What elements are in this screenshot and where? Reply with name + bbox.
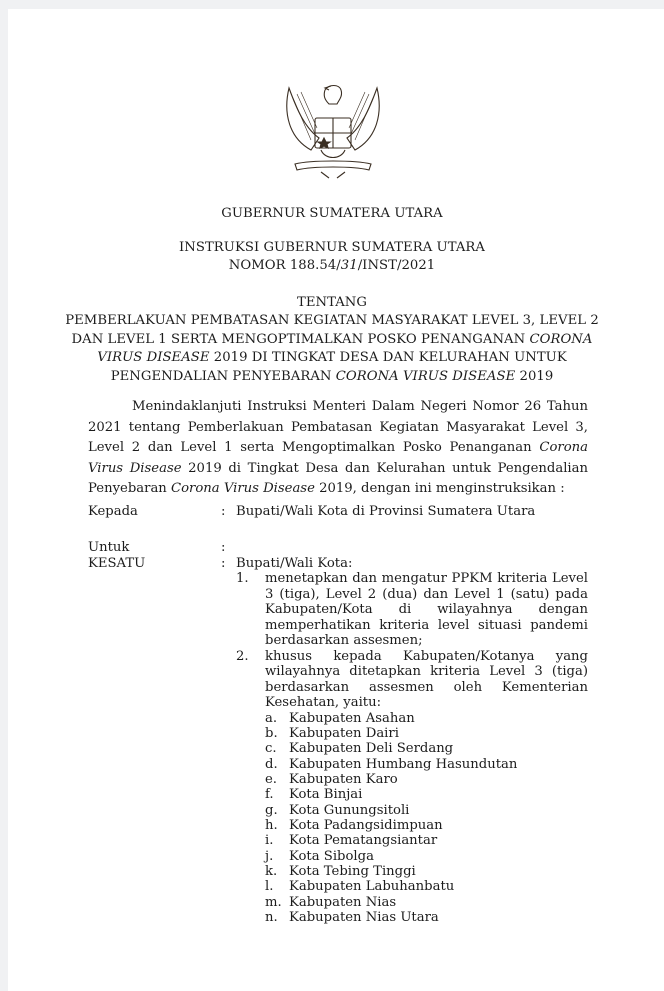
preamble-text: Menindaklanjuti Instruksi Menteri Dalam Negeri Nomor 26 Tahun 2021 tentang Pemberlakuan Pembatasan Kegiatan Masyarakat Level 3, Level 2 dan Level 1 serta Mengoptimalkan Posko Penanganan <box>88 399 588 456</box>
subject-text: 2019 <box>515 368 554 384</box>
region-letter: a. <box>265 710 278 726</box>
instruction-item <box>236 571 588 649</box>
region-name: Kota Pematangsiantar <box>289 833 438 849</box>
region-letter: i. <box>265 833 274 849</box>
region-letter: f. <box>265 787 274 803</box>
region-name: Kota Tebing Tinggi <box>289 863 416 879</box>
kesatu-value: Bupati/Wali Kota: <box>236 556 353 571</box>
subject-text: 2019 DI TINGKAT DESA DAN KELURAHAN UNTUK <box>209 350 567 366</box>
subject-text: PENGENDALIAN PENYEBARAN <box>110 368 336 384</box>
number-suffix: /INST/2021 <box>357 258 436 273</box>
subject-text: CORONA <box>529 331 593 347</box>
region-item <box>265 711 588 726</box>
issuer-heading: GUBERNUR SUMATERA UTARA <box>221 206 443 221</box>
region-name: Kabupaten Karo <box>289 771 398 787</box>
kesatu-label: KESATU <box>88 556 146 571</box>
region-item <box>265 895 588 910</box>
region-name: Kota Binjai <box>289 787 363 803</box>
region-list <box>265 711 588 926</box>
instruction-item <box>236 649 588 926</box>
untuk-label: Untuk <box>88 540 130 555</box>
preamble-text: Corona Virus Disease <box>171 481 315 497</box>
region-name: Kabupaten Dairi <box>289 725 399 741</box>
kepada-label: Kepada <box>88 504 138 519</box>
garuda-emblem-icon <box>281 78 385 184</box>
region-item <box>265 818 588 833</box>
item-number: 1. <box>236 571 249 586</box>
region-item <box>265 833 588 848</box>
region-name: Kota Padangsidimpuan <box>289 817 443 833</box>
region-item <box>265 772 588 787</box>
subject-text: DAN LEVEL 1 SERTA MENGOPTIMALKAN POSKO PENANGANAN <box>71 331 530 347</box>
preamble-text: 2019, dengan ini menginstruksikan : <box>314 481 565 497</box>
preamble-text: Corona Virus Disease <box>88 440 588 476</box>
instruction-number <box>0 257 664 275</box>
region-item <box>265 726 588 741</box>
region-letter: j. <box>265 848 274 864</box>
region-letter: l. <box>265 879 274 895</box>
untuk-colon: : <box>221 540 226 555</box>
region-letter: b. <box>265 725 278 741</box>
subject-text: VIRUS DISEASE <box>97 350 210 366</box>
region-letter: k. <box>265 863 278 879</box>
preamble-text: 2019 di Tingkat Desa dan Kelurahan untuk Pengendalian Penyebaran <box>88 460 588 497</box>
region-name: Kabupaten Humbang Hasundutan <box>289 756 518 772</box>
kepada-value: Bupati/Wali Kota di Provinsi Sumatera Utara <box>236 504 536 519</box>
instruction-title: INSTRUKSI GUBERNUR SUMATERA UTARA <box>179 240 485 255</box>
item-text: khusus kepada Kabupaten/Kotanya yang wilayahnya ditetapkan kriteria Level 3 (tiga) berdasarkan assesmen oleh Kementerian Kesehatan, yaitu: <box>265 648 588 710</box>
subject-title <box>0 312 664 386</box>
item-text: menetapkan dan mengatur PPKM kriteria Level 3 (tiga), Level 2 (dua) dan Level 1 (satu) pada Kabupaten/Kota di wilayahnya dengan memperhatikan kriteria level situasi pandemi berdasarkan assesmen; <box>265 571 588 648</box>
region-name: Kabupaten Nias Utara <box>289 909 439 925</box>
region-name: Kabupaten Labuhanbatu <box>289 879 455 895</box>
number-prefix: NOMOR 188.54/ <box>228 258 341 273</box>
subject-line <box>0 312 664 331</box>
region-letter: g. <box>265 802 278 818</box>
region-item <box>265 864 588 879</box>
tentang-label: TENTANG <box>297 295 367 310</box>
region-item <box>265 741 588 756</box>
subject-line <box>0 368 664 387</box>
region-name: Kabupaten Asahan <box>289 710 415 726</box>
region-item <box>265 757 588 772</box>
subject-line <box>0 331 664 350</box>
kepada-colon: : <box>221 504 226 519</box>
region-name: Kabupaten Deli Serdang <box>289 741 454 757</box>
region-item <box>265 787 588 802</box>
region-letter: e. <box>265 771 277 787</box>
region-letter: h. <box>265 817 278 833</box>
region-name: Kota Gunungsitoli <box>289 802 410 818</box>
number-italic: 31 <box>340 258 358 273</box>
region-letter: m. <box>265 894 282 910</box>
kesatu-colon: : <box>221 556 226 571</box>
region-letter: d. <box>265 756 278 772</box>
region-item <box>265 879 588 894</box>
subject-text: PEMBERLAKUAN PEMBATASAN KEGIATAN MASYARAKAT LEVEL 3, LEVEL 2 <box>65 313 599 328</box>
subject-line <box>0 349 664 368</box>
region-name: Kabupaten Nias <box>289 894 397 910</box>
region-letter: c. <box>265 741 277 757</box>
subject-text: CORONA VIRUS DISEASE <box>335 368 516 384</box>
region-letter: n. <box>265 909 278 925</box>
region-item <box>265 849 588 864</box>
instruction-list <box>236 571 588 925</box>
region-name: Kota Sibolga <box>289 848 374 864</box>
preamble-paragraph <box>88 397 588 500</box>
region-item <box>265 803 588 818</box>
region-item <box>265 910 588 925</box>
item-number: 2. <box>236 648 249 664</box>
